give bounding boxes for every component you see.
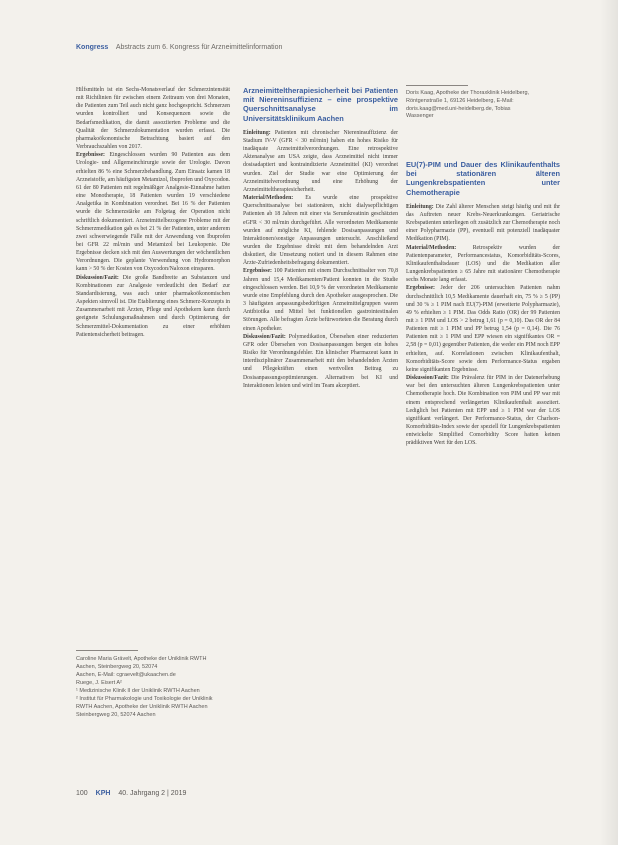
paragraph-discussion xyxy=(76,274,230,339)
divider xyxy=(76,650,138,651)
label-methods: Material/Methoden: xyxy=(406,244,457,251)
issue-info: 40. Jahrgang 2 | 2019 xyxy=(118,790,187,797)
paragraph-results xyxy=(243,267,398,332)
label-discussion: Diskussion/Fazit: xyxy=(406,375,449,382)
label-results: Ergebnisse: xyxy=(243,268,272,275)
paragraph-results xyxy=(406,284,560,374)
text-methods: Retrospektiv wurden der Patientenparameter, Performancestatus, Komorbiditäts-Scores, Klinikaufenthaltsdauer (LOS) und die Medikation aller Lungenkrebspatienten ≥ 65 Jahre mit stationärer Chemotherapie sechs Monate lang erfasst. xyxy=(406,244,560,284)
text-results: Jeder der 206 untersuchten Patienten nahm durchschnittlich 10,5 Medikamente dauerhaft ein, 75 % ≥ 5 (PP) und 30 % ≥ 1 PIM nach EU(7)-PIM (erweiterte Polypharmazie), 49 % erhielten ≥ 1 PIM. Das Odds Ratio (OR) der 99 Patienten mit ≥ 1 PIM und LOS > 2 betrug 1,61 (p = 0,10). Das OR der 84 Patienten mit ≥ 1 PIM und PP betrug 1,54 (p = 0,14). Die 76 Patienten mit ≥ 1 PIM und EPP wiesen ein signifikantes OR = 2,58 (p = 0,01) gegenüber Patienten, die weder ein PIM noch EPP erhielten, auf. Korrelationen zwischen Klinikaufenthalt, Komorbiditäts-Score sowie dem Performance-Status ergaben keine signifikanten Ergebnisse. xyxy=(406,285,560,373)
header-subtitle: Abstracts zum 6. Kongress für Arzneimittelinformation xyxy=(115,44,283,51)
journal-brand: KPH xyxy=(95,790,111,797)
affiliation-line: ² Institut für Pharmakologie und Toxikologie der Uniklinik RWTH Aachen, Apotheke der Uniklinik RWTH Aachen Steinbergweg 20, 52074 Aachen xyxy=(76,696,213,718)
label-discussion: Diskussion/Fazit: xyxy=(243,333,286,340)
label-introduction: Einleitung: xyxy=(406,203,434,210)
label-introduction: Einleitung: xyxy=(243,129,271,136)
label-methods: Material/Methoden: xyxy=(243,195,294,202)
affiliation-line: ¹ Medizinische Klinik II der Uniklinik RWTH Aachen xyxy=(76,688,200,694)
page-header xyxy=(76,44,556,51)
affiliation-line: Aachen, E-Mail: cgraevelt@ukaachen.de xyxy=(76,672,176,678)
page-footer xyxy=(76,790,186,797)
paragraph-methods-continued: Hilfsmitteln ist ein Sechs-Monatsverlauf der Schmerzintensität mit Richtlinien für zwischen einem Zeitraum von drei Monaten, die Patienten zum Teil auch nicht ganz hochgespricht. Schmerzen wurden kontrolliert und Konsequenzen sowie die Bedarfsmedikation, die damit assoziierten Probleme und die Qualität der Schmerzdokumentation wurden erfasst. Die pharmakoökonomische Betrachtung basiert auf den Verbrauchszahlen von 2017. xyxy=(76,87,230,151)
paragraph-introduction xyxy=(406,203,560,244)
label-discussion: Diskussion/Fazit: xyxy=(76,274,119,281)
author-affiliation-right xyxy=(406,85,556,121)
page-number: 100 xyxy=(76,790,88,797)
affiliation-line: Doris Kaag, Apotheke der Thoraxklinik Heidelberg, Röntgenstraße 1, 69126 Heidelberg, E-Mail: xyxy=(406,90,530,104)
text-discussion: Die große Bandbreite an Substanzen und Kombinationen zur Analgesie verdeutlicht den Bedarf zur Standardisierung, was auch unter pharmakoökonomischen Aspekten sinnvoll ist. Die Etablierung eines Schmerz-Konzepts in Zusammenarbeit mit Ärzten, Pflege und Apothekern kann durch geeignete Schulungsmaßnahmen und durch Optimierung der Schmerzmittel-Dokumentation zu einer erhöhten Patientensicherheit beitragen. xyxy=(76,274,230,338)
author-affiliation-left xyxy=(76,650,226,719)
text-introduction: Patienten mit chronischer Niereninsuffizienz der Stadium IV-V (GFR < 30 ml/min) haben ein hohes Risiko für inadäquate Arzneimittelverordnungen. Eine retrospektive Aktenanalyse am USA zeigte, dass Arzneimittel nicht immer dosisadaptiert und kontraindizierte Arzneimittel (KI) verordnet wurden. Ziel der Studie war eine Optimierung der Arzneimittelverordnung und eine Erhöhung der Arzneimitteltherapiesicherheit. xyxy=(243,129,398,193)
column-left xyxy=(76,86,230,339)
column-middle xyxy=(243,86,398,390)
divider xyxy=(406,85,468,86)
text-discussion: Polymedikation, Übersehen einer reduzierten GFR oder Übersehen von Dosisanpassungen bergen ein hohes Risiko für Verordnungsfehler. Ein klinischer Pharmazeut kann in interdisziplinärer Zusammenarbeit mit den behandelnden Ärzten und Pflegekräften einen wertvollen Beitrag zu Dosisanpassungsoptimierungen. Alternativen bei KI und Interaktionen leisten und wird im Team akzeptiert. xyxy=(243,333,398,389)
text-results: 100 Patienten mit einem Durchschnittsalter von 70,8 Jahren und 15,4 Medikamenten/Patient konnten in die Studie eingeschlossen werden. Bei 10,9 % der verordneten Medikamente wurde eine Empfehlung durch den Apotheker ausgesprochen. Die 3 häufigsten anpassungsbedürftigen Arzneimittelgruppen waren Antibiotika und Mittel bei funktionellen gastrointestinalen Störungen. Alle befragten Ärzte befürworteten die Beratung durch einen Apotheker. xyxy=(243,268,398,332)
text-methods: Es wurde eine prospektive Querschnittsanalyse bei stationären, nicht dialysepflichtigen Patienten ab 18 Jahren mit einer via Serumkreatinin geschätzten eGFR < 30 ml/min durchgeführt. Alle verordneten Medikamente wurden auf mögliche KI, fehlende Dosisanpassungen und Interaktionen/sonstige Anpassungen untersucht. Anschließend wurden die Ergebnisse direkt mit dem behandelnden Arzt diskutiert, die Umsetzung notiert und in diesem Rahmen eine Ärzte-Zufriedenheitsbefragung dokumentiert. xyxy=(243,195,398,267)
column-right xyxy=(406,160,560,448)
affiliation-line: Wassenger xyxy=(406,113,434,120)
section-label: Kongress xyxy=(76,44,109,51)
text-discussion: Die Prävalenz für PIM in der Datenerhebung war bei den untersuchten älteren Lungenkrebspatienten unter Chemotherapie hoch. Die Kombination von PIM und PP war mit einem entsprechend verlängerten Klinikaufenthalt assoziiert. Lediglich bei Patienten mit EPP und ≥ 1 PIM war der LOS signifikant verlängert. Der Performance-Status, der Charlson-Komorbiditäts-Index sowie der speziell für Lungenkrebspatienten entwickelte Simplified Comorbidity Score hatten keinen prädiktiven Wert für den LOS. xyxy=(406,375,561,447)
paragraph-methods xyxy=(406,244,560,285)
abstract-title: EU(7)-PIM und Dauer des Klinikaufenthalts bei stationären älteren Lungenkrebspatienten unter Chemotherapie xyxy=(406,160,560,197)
paragraph-discussion xyxy=(243,333,398,390)
label-results: Ergebnisse: xyxy=(406,285,435,292)
paragraph-introduction xyxy=(243,129,398,194)
label-results: Ergebnisse: xyxy=(76,152,105,159)
affiliation-line: Ruege, J. Eisert A² xyxy=(76,680,122,686)
text-results: Eingeschlossen wurden 90 Patienten aus dem Urologie- und Allgemeinchirurgie sowie der Urologie. Davon erhielten 86 % eine Schmerzbehandlung. Zum Einsatz kamen 18 Arzneistoffe, am häufigsten Metamizol, Ibuprofen und Oxycodon. 61 der 80 Patienten mit regelmäßiger Analgesie-Einnahme hatten eine Monotherapie, 18 Patienten wurden 19 verschiedene Analgetika in Kombination verordnet. Bei 16 % der Patienten wurde die Schmerzstärke am Folgetag der Operation nicht schriftlich dokumentiert. Arzneimittelbezogene Probleme mit der Schmerzmedikation gab es bei 21 % der Patienten, unter anderem zwei schwerwiegende Fälle mit der Anwendung von Ibuprofen bei GFR 22 ml/min und Metamizol bei Leukopenie. Die Ergebnisse decken sich mit den Auswertungen der wöchentlichen Verordnungen. Die geplante Verwendung von Hydromorphon kann > 50 % der Kosten von Oxycodon/Naloxon einsparen. xyxy=(76,152,230,273)
text-introduction: Die Zahl älterer Menschen steigt häufig und mit ihr das Auftreten neuer Krebs-Neuerkrankungen. Geriatrische Krebspatienten unterliegen oft zusätzlich zur Chemotherapie noch einer Polypharmazie (PP), eventuell mit potenziell inadäquater Medikation (PIM). xyxy=(406,203,561,243)
affiliation-line: doris.kaag@med.uni-heidelberg.de, Tobias xyxy=(406,105,511,112)
abstract-title: Arzneimitteltherapiesicherheit bei Patienten mit Niereninsuffizienz – eine prospektive Querschnittsanalyse im Universitätsklinikum Aachen xyxy=(243,86,398,123)
paragraph-methods xyxy=(243,194,398,267)
paragraph-results xyxy=(76,151,230,273)
affiliation-line: Caroline Maria Grävelt, Apotheke der Uniklinik RWTH Aachen, Steinbergweg 20, 52074 xyxy=(76,656,207,670)
paragraph-discussion xyxy=(406,374,560,447)
page-edge-shadow xyxy=(600,0,618,845)
